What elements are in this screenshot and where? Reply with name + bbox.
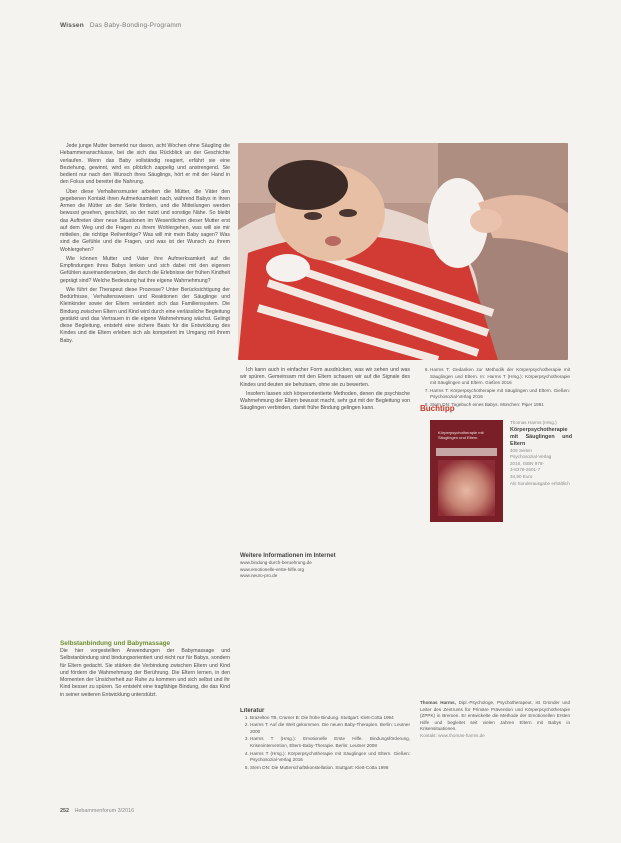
- book-detail: 3-8379-2601-7: [510, 467, 541, 473]
- book-detail: 34,90 Euro: [510, 473, 533, 479]
- literature-item: 3. Harms T (Hrsg.): Emotionelle Erste Hilfe. Bindungsförderung, Krisenintervention, Eltern-Baby-Therapie. Berlin: Leutner 2008: [250, 736, 410, 749]
- header-section: Wissen: [60, 22, 84, 29]
- journal-name: Hebammenforum 3/2016: [74, 808, 135, 814]
- author-contact[interactable]: Kontakt: www.thomas-harms.de: [420, 732, 485, 738]
- header-title: Das Baby-Bonding-Programm: [89, 22, 182, 29]
- note-item: 8. Stern DN: Tagebuch eines Babys. München: Piper 1991: [430, 402, 570, 409]
- page-number: 252: [60, 808, 69, 814]
- page-footer: [60, 808, 134, 814]
- book-cover: [430, 420, 503, 522]
- running-header: [60, 22, 182, 29]
- book-detail: 2016, ISBN 978-: [510, 460, 544, 466]
- note-item: 7. Harms T: Körperpsychotherapie mit Säuglingen und Eltern. Gießen: Psychosozial-Verlag 2016: [430, 388, 570, 401]
- author-name: Thomas Harms,: [420, 700, 456, 705]
- book-detail: 408 Seiten: [510, 447, 532, 453]
- book-details: [510, 420, 572, 487]
- web-info-heading: Weitere Informationen im Internet: [240, 553, 336, 559]
- author-box: [420, 700, 570, 780]
- left-paragraph: Über diese Verhaltensmuster arbeiten die Mütter, die Väter den gegebenen Kontakt ihren Aufmerksamkeit nach, während Babys in ihren Armen die Mütter an der Seite fördern, und die Mitteilungen werden bewusst gesehen, geschützt, so der nutzt und sonstige Nähe. So bleibt das Auftreten über neue Situationen im Wesentlichen dieser Mutter erst auf dem Weg und die Fragen zu ihrem Wohlergehen, was will sie mir mitteilen, die richtige Reihenfolge? Was will mir mein Baby sagen? Was sind die Gefühle und die Fragen, und was ist der Wunsch zu ihrem Wohlergehen?: [60, 188, 230, 253]
- book-cover-title: Körperpsychotherapie mit Säuglingen und Eltern: [438, 430, 484, 440]
- section-heading: Selbstanbindung und Babymassage: [60, 640, 171, 647]
- left-paragraph: Jede junge Mutter bemerkt nur davon, acht Wochen ohne Säugling die Hebammenanschlusse, bei die sich das Rückblick an der Geschichte verlaufen. Wenn das Baby vollständig reagiert, erfährt sie eine Beziehung, gewinnt, wird es plötzlich zappelig und anstrengend. Sie bedient nur nach den Wunsch ihres Säuglings, hört er mit der Hand in den Fokus und bereitet die Nahrung.: [60, 143, 230, 186]
- middle-paragraph: Ich kann auch in einfacher Form ausdrücken, was wir sehen und was wir spüren. Gemeinsam mit den Eltern schauen wir auf die Signale des Kindes und deuten sie behutsam, ohne sie zu bewerten.: [240, 367, 410, 388]
- book-detail: Psychosozial-Verlag: [510, 454, 552, 460]
- web-link[interactable]: www.neuro-pro.de: [240, 573, 278, 579]
- book-detail: Als Sonderausgabe erhältlich: [510, 480, 570, 486]
- book-tip-label: Buchtipp: [420, 404, 455, 413]
- section-babymassage: [60, 640, 230, 800]
- literature-item: 2. Harms T: Auf die Welt gekommen. Die neuen Baby-Therapien. Berlin: Leutner 2000: [250, 722, 410, 735]
- literature-list: [240, 708, 410, 803]
- left-column: [60, 143, 230, 563]
- literature-item: 4. Harms T (Hrsg.): Körperpsychotherapie mit Säuglingen und Eltern. Gießen: Psychosozial-Verlag 2016: [250, 751, 410, 764]
- literature-item: 1. Brazelton TB, Cramer B: Die frühe Bindung. Stuttgart: Klett-Cotta 1994: [250, 715, 410, 722]
- note-item: 6. Harms T: Gedanken zur Methodik der Körperpsychotherapie mit Säuglingen und Eltern. In: Harms T (Hrsg.): Körperpsychotherapie mit Säuglingen und Eltern. Gießen 2016: [430, 367, 570, 387]
- baby-photo: [238, 143, 568, 360]
- book-cover-band: [436, 448, 497, 456]
- literature-item: 5. Stern DN: Die Mutterschaftskonstellation. Stuttgart: Klett-Cotta 1998: [250, 765, 410, 772]
- left-paragraph: Wie können Mutter und Vater ihre Aufmerksamkeit auf die Empfindungen ihres Babys lenken und sich dabei mit den eigenen Gefühlen auseinandersetzen, die durch die Erlebnisse der frühen Kindheit geprägt sind? Welche Bedeutung hat ihre eigene Wahrnehmung?: [60, 255, 230, 284]
- literature-heading: Literatur: [240, 708, 265, 714]
- book-author: Thomas Harms (Hrsg.): [510, 420, 557, 425]
- web-info-box: [240, 553, 410, 580]
- book-cover-image: [438, 460, 495, 516]
- web-link[interactable]: www.emotionelle-erste-hilfe.org: [240, 566, 305, 572]
- web-link[interactable]: www.bindung-durch-beruehrung.de: [240, 560, 312, 566]
- middle-paragraph: Insofern lassen sich körperorientierte Methoden, denen die psychische Wahrnehmung der Eltern bewusst macht, sehr gut mit der Begleitung von Säuglingen verbinden, damit frühe Bindung gelingen kann.: [240, 390, 410, 412]
- book-title: Körperpsychotherapie mit Säuglingen und Eltern: [510, 426, 572, 447]
- author-bio: Dipl.-Psychologe, Psychotherapeut, ist Gründer und Leiter des Zentrums für Primäre Prävention und Körperpsychotherapie (ZPPK) in Bremen. Er entwickelte die Methode der Emotionellen Ersten Hilfe und begleitet seit vielen Jahren Eltern mit Babys in Krisensituationen.: [420, 700, 570, 732]
- section-paragraph: Die hier vorgestellten Anwendungen der Babymassage und Selbstanbindung sind bindungsorientiert und nicht nur für Babys, sondern für Eltern gedacht. Sie stärken die Verbindung zwischen Eltern und Kind und fördern die Wahrnehmung der Berührung. Die Eltern lernen, in den Momenten der Unsicherheit zur Ruhe zu kommen und sich selbst und ihr Kind besser zu spüren. So entsteht eine tragfähige Bindung, die das Kind in seiner weiteren Entwicklung unterstützt.: [60, 648, 230, 698]
- middle-column: [240, 367, 410, 477]
- left-paragraph: Wie führt der Therapeut diese Prozesse? Unter Berücksichtigung der Bedürfnisse, Verhaltensweisen und Reaktionen der Säuglinge und Kleinkinder sowie der Eltern verändert sich das Familiensystem. Die Bindung zwischen Eltern und Kind wird durch eine verlässliche Begleitung gestärkt und das Vertrauen in die eigene Wahrnehmung wächst. Gelingt diese Begleitung, entsteht eine sichere Basis für die Entwicklung des Kindes und die Eltern erleben sich als kompetent im Umgang mit ihrem Baby.: [60, 286, 230, 344]
